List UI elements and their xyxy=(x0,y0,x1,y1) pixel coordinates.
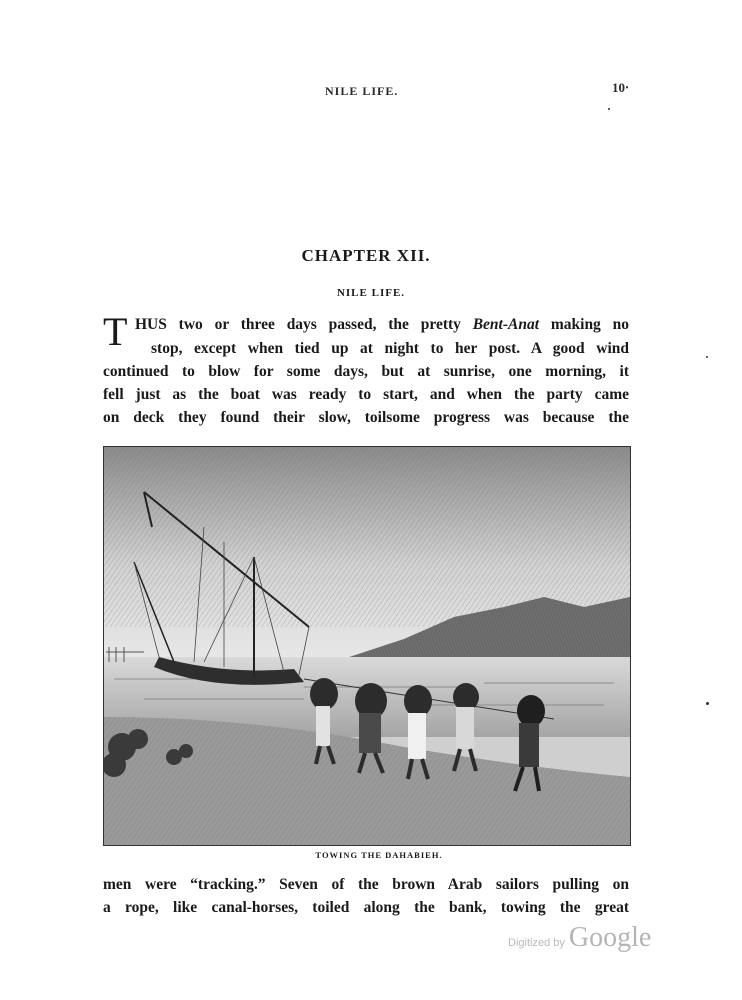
figure-caption: TOWING THE DAHABIEH. xyxy=(315,850,443,860)
drop-cap: T xyxy=(103,309,128,354)
text-line: on deck they found their slow, toilsome progress was because the xyxy=(103,409,629,426)
running-header-title: NILE LIFE. xyxy=(325,84,399,98)
text-line: continued to blow for some days, but at sunrise, one morning, it xyxy=(103,363,629,380)
text-line: fell just as the boat was ready to start, and when the party came xyxy=(103,386,629,403)
engraving-illustration xyxy=(103,446,631,846)
text-line: stop, except when tied up at night to her post. A good wind xyxy=(151,340,629,357)
text-line: a rope, like canal-horses, toiled along the bank, towing the great xyxy=(103,899,629,916)
watermark-prefix: Digitized by xyxy=(508,937,565,949)
google-watermark xyxy=(508,922,651,954)
ship-name: Bent-Anat xyxy=(472,316,540,333)
google-logo: Google xyxy=(568,922,652,953)
scan-speck xyxy=(608,108,610,110)
scan-speck xyxy=(706,702,709,705)
chapter-subtitle: NILE LIFE. xyxy=(336,287,406,299)
scan-speck xyxy=(706,356,708,358)
text-line: men were “tracking.” Seven of the brown Arab sailors pulling on xyxy=(103,876,629,893)
text-run: making no xyxy=(539,316,629,333)
text-line xyxy=(135,316,629,334)
page-number: 10‧ xyxy=(612,80,630,95)
chapter-title: CHAPTER XII. xyxy=(301,246,431,265)
text-run: HUS two or three days passed, the pretty xyxy=(135,316,473,333)
